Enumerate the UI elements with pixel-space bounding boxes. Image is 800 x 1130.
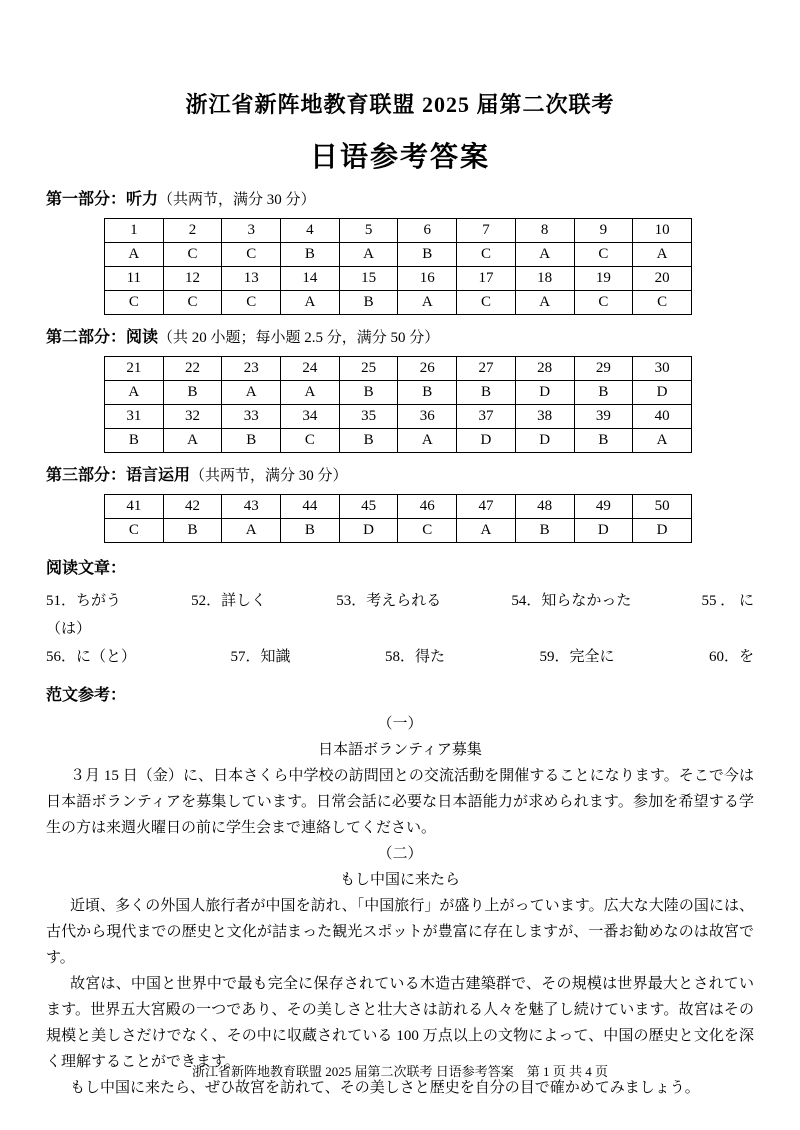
answer-cell: 49 [574, 495, 633, 519]
answer-cell: 35 [339, 405, 398, 429]
answer-cell: 34 [281, 405, 340, 429]
answer-cell: 28 [515, 357, 574, 381]
answer-cell: 11 [105, 267, 164, 291]
answer-cell: 48 [515, 495, 574, 519]
answer-cell: 10 [633, 219, 692, 243]
answer-cell: C [163, 243, 222, 267]
answer-cell: 39 [574, 405, 633, 429]
answer-cell: C [105, 291, 164, 315]
answer-cell: A [398, 291, 457, 315]
section3-heading-main: 第三部分：语言运用 [46, 467, 191, 484]
fill-answer: 56．に（と） [46, 649, 137, 665]
answer-cell: 14 [281, 267, 340, 291]
essay-section-heading: 范文参考： [46, 687, 127, 704]
answer-cell: 30 [633, 357, 692, 381]
answer-cell: 8 [515, 219, 574, 243]
answer-cell: C [633, 291, 692, 315]
fill-answer: 54．知らなかった [511, 593, 632, 609]
answer-cell: 31 [105, 405, 164, 429]
answer-cell: 45 [339, 495, 398, 519]
answer-cell: 4 [281, 219, 340, 243]
answer-cell: 46 [398, 495, 457, 519]
answer-cell: B [515, 519, 574, 543]
answer-cell: D [574, 519, 633, 543]
answer-cell: B [574, 381, 633, 405]
page-subtitle: 日语参考答案 [309, 142, 490, 173]
reading-answer-table [104, 356, 692, 453]
fill-answer: 55 ． に [701, 593, 754, 609]
page-title: 浙江省新阵地教育联盟 2025 届第二次联考 [185, 92, 615, 117]
answer-cell: 15 [339, 267, 398, 291]
answer-row [105, 219, 692, 243]
answer-cell: 27 [457, 357, 516, 381]
answer-cell: 22 [163, 357, 222, 381]
answer-cell: D [633, 519, 692, 543]
answer-cell: C [105, 519, 164, 543]
answer-cell: 13 [222, 267, 281, 291]
answer-cell: D [515, 381, 574, 405]
answer-cell: A [222, 381, 281, 405]
answer-cell: A [398, 429, 457, 453]
answer-cell: 16 [398, 267, 457, 291]
answer-row [105, 291, 692, 315]
answer-cell: C [222, 243, 281, 267]
fill-answer: 58．得た [384, 649, 445, 665]
answer-cell: 18 [515, 267, 574, 291]
answer-cell: C [574, 291, 633, 315]
answer-row [105, 495, 692, 519]
answer-cell: C [163, 291, 222, 315]
answer-cell: 26 [398, 357, 457, 381]
answer-cell: A [281, 381, 340, 405]
answer-cell: 20 [633, 267, 692, 291]
answer-cell: A [105, 243, 164, 267]
fill-section-heading: 阅读文章： [46, 560, 127, 577]
answer-row [105, 429, 692, 453]
answer-cell: B [163, 519, 222, 543]
answer-cell: B [339, 381, 398, 405]
answer-row [105, 267, 692, 291]
answer-cell: A [633, 243, 692, 267]
answer-cell: B [105, 429, 164, 453]
answer-cell: 6 [398, 219, 457, 243]
answer-row [105, 381, 692, 405]
answer-cell: 50 [633, 495, 692, 519]
section1-heading-main: 第一部分：听力 [46, 191, 159, 208]
answer-cell: B [398, 243, 457, 267]
answer-cell: A [105, 381, 164, 405]
fill-answers-line3 [46, 644, 754, 670]
fill-answer: 59．完全に [539, 649, 615, 665]
language-use-answer-table [104, 494, 692, 543]
answer-cell: D [339, 519, 398, 543]
answer-row [105, 405, 692, 429]
answer-cell: 47 [457, 495, 516, 519]
answer-cell: A [457, 519, 516, 543]
answer-cell: 3 [222, 219, 281, 243]
fill-answer: 53．考えられる [336, 593, 442, 609]
answer-cell: 19 [574, 267, 633, 291]
answer-cell: 12 [163, 267, 222, 291]
answer-cell: A [515, 291, 574, 315]
fill-answer: 57．知識 [230, 649, 291, 665]
answer-cell: D [457, 429, 516, 453]
answer-cell: A [515, 243, 574, 267]
answer-cell: 5 [339, 219, 398, 243]
answer-cell: B [398, 381, 457, 405]
answer-cell: A [222, 519, 281, 543]
fill-answer: 52．詳しく [191, 593, 267, 609]
answer-cell: B [222, 429, 281, 453]
answer-cell: B [339, 429, 398, 453]
answer-cell: 1 [105, 219, 164, 243]
answer-cell: C [457, 291, 516, 315]
section1-heading-note: （共两节，满分 30 分） [158, 192, 316, 208]
answer-cell: C [281, 429, 340, 453]
answer-cell: B [339, 291, 398, 315]
answer-cell: 32 [163, 405, 222, 429]
listening-answer-table [104, 218, 692, 315]
section2-heading [46, 327, 754, 349]
answer-cell: 7 [457, 219, 516, 243]
answer-row [105, 519, 692, 543]
answer-row [105, 357, 692, 381]
answer-cell: 21 [105, 357, 164, 381]
answer-cell: B [281, 243, 340, 267]
answer-cell: C [574, 243, 633, 267]
section2-heading-main: 第二部分：阅读 [46, 329, 159, 346]
answer-cell: B [163, 381, 222, 405]
answer-cell: B [281, 519, 340, 543]
answer-row [105, 243, 692, 267]
answer-cell: A [163, 429, 222, 453]
answer-cell: 40 [633, 405, 692, 429]
answer-cell: D [515, 429, 574, 453]
essay2-title: もし中国に来たら [339, 872, 460, 888]
essay2-paragraph2: 故宮は、中国と世界中で最も完全に保存されている木造古建築群で、その規模は世界最大とされています。世界五大宮殿の一つであり、その美しさと壮大さは訪れる人々を魅了し続けています。故宮はその規模と美しさだけでなく、その中に収蔵されている 100 万点以上の文物によって、中国の歴史と文化を深く理解することができます。 [46, 976, 754, 1070]
answer-cell: C [222, 291, 281, 315]
answer-cell: 2 [163, 219, 222, 243]
section1-heading [46, 189, 754, 211]
section3-heading-note: （共两节，满分 30 分） [190, 468, 348, 484]
answer-cell: 33 [222, 405, 281, 429]
essay2-paragraph1: 近頃、多くの外国人旅行者が中国を訪れ、「中国旅行」が盛り上がっています。広大な大陸の国には、古代から現代までの歴史と文化が詰まった観光スポットが豊富に存在しますが、一番お勧めなのは故宮です。 [46, 898, 754, 966]
answer-cell: 25 [339, 357, 398, 381]
answer-cell: 44 [281, 495, 340, 519]
fill-answers-line1 [46, 588, 754, 614]
section2-heading-note: （共 20 小题；每小题 2.5 分，满分 50 分） [158, 330, 440, 346]
answer-cell: 29 [574, 357, 633, 381]
fill-answer: 51．ちがう [46, 593, 122, 609]
answer-cell: 17 [457, 267, 516, 291]
essay1-label: （一） [377, 716, 423, 732]
answer-cell: A [339, 243, 398, 267]
answer-cell: 38 [515, 405, 574, 429]
answer-cell: B [457, 381, 516, 405]
answer-cell: 42 [163, 495, 222, 519]
essay2-label: （二） [377, 846, 423, 862]
essay2-paragraph3: もし中国に来たら、ぜひ故宮を訪れて、その美しさと歴史を自分の目で確かめてみましょう。 [70, 1080, 700, 1096]
answer-cell: D [633, 381, 692, 405]
section3-heading [46, 465, 754, 487]
answer-cell: C [398, 519, 457, 543]
answer-cell: A [633, 429, 692, 453]
essay1-body: ３月 15 日（金）に、日本さくら中学校の訪問団との交流活動を開催することになります。そこで今は日本語ボランティアを募集しています。日常会話に必要な日本語能力が求められます。参加を希望する学生の方は来週火曜日の前に学生会まで連絡してください。 [46, 768, 754, 836]
answer-cell: A [281, 291, 340, 315]
answer-cell: C [457, 243, 516, 267]
answer-cell: B [574, 429, 633, 453]
answer-cell: 37 [457, 405, 516, 429]
answer-cell: 43 [222, 495, 281, 519]
answer-cell: 23 [222, 357, 281, 381]
page-footer: 浙江省新阵地教育联盟 2025 届第二次联考 日语参考答案 第 1 页 共 4 页 [191, 1064, 608, 1079]
fill-answers-line2: （は） [46, 621, 92, 637]
answer-cell: 9 [574, 219, 633, 243]
answer-cell: 41 [105, 495, 164, 519]
essay1-title: 日本語ボランティア募集 [318, 742, 482, 758]
answer-cell: 24 [281, 357, 340, 381]
answer-cell: 36 [398, 405, 457, 429]
fill-answer: 60．を [708, 649, 754, 665]
